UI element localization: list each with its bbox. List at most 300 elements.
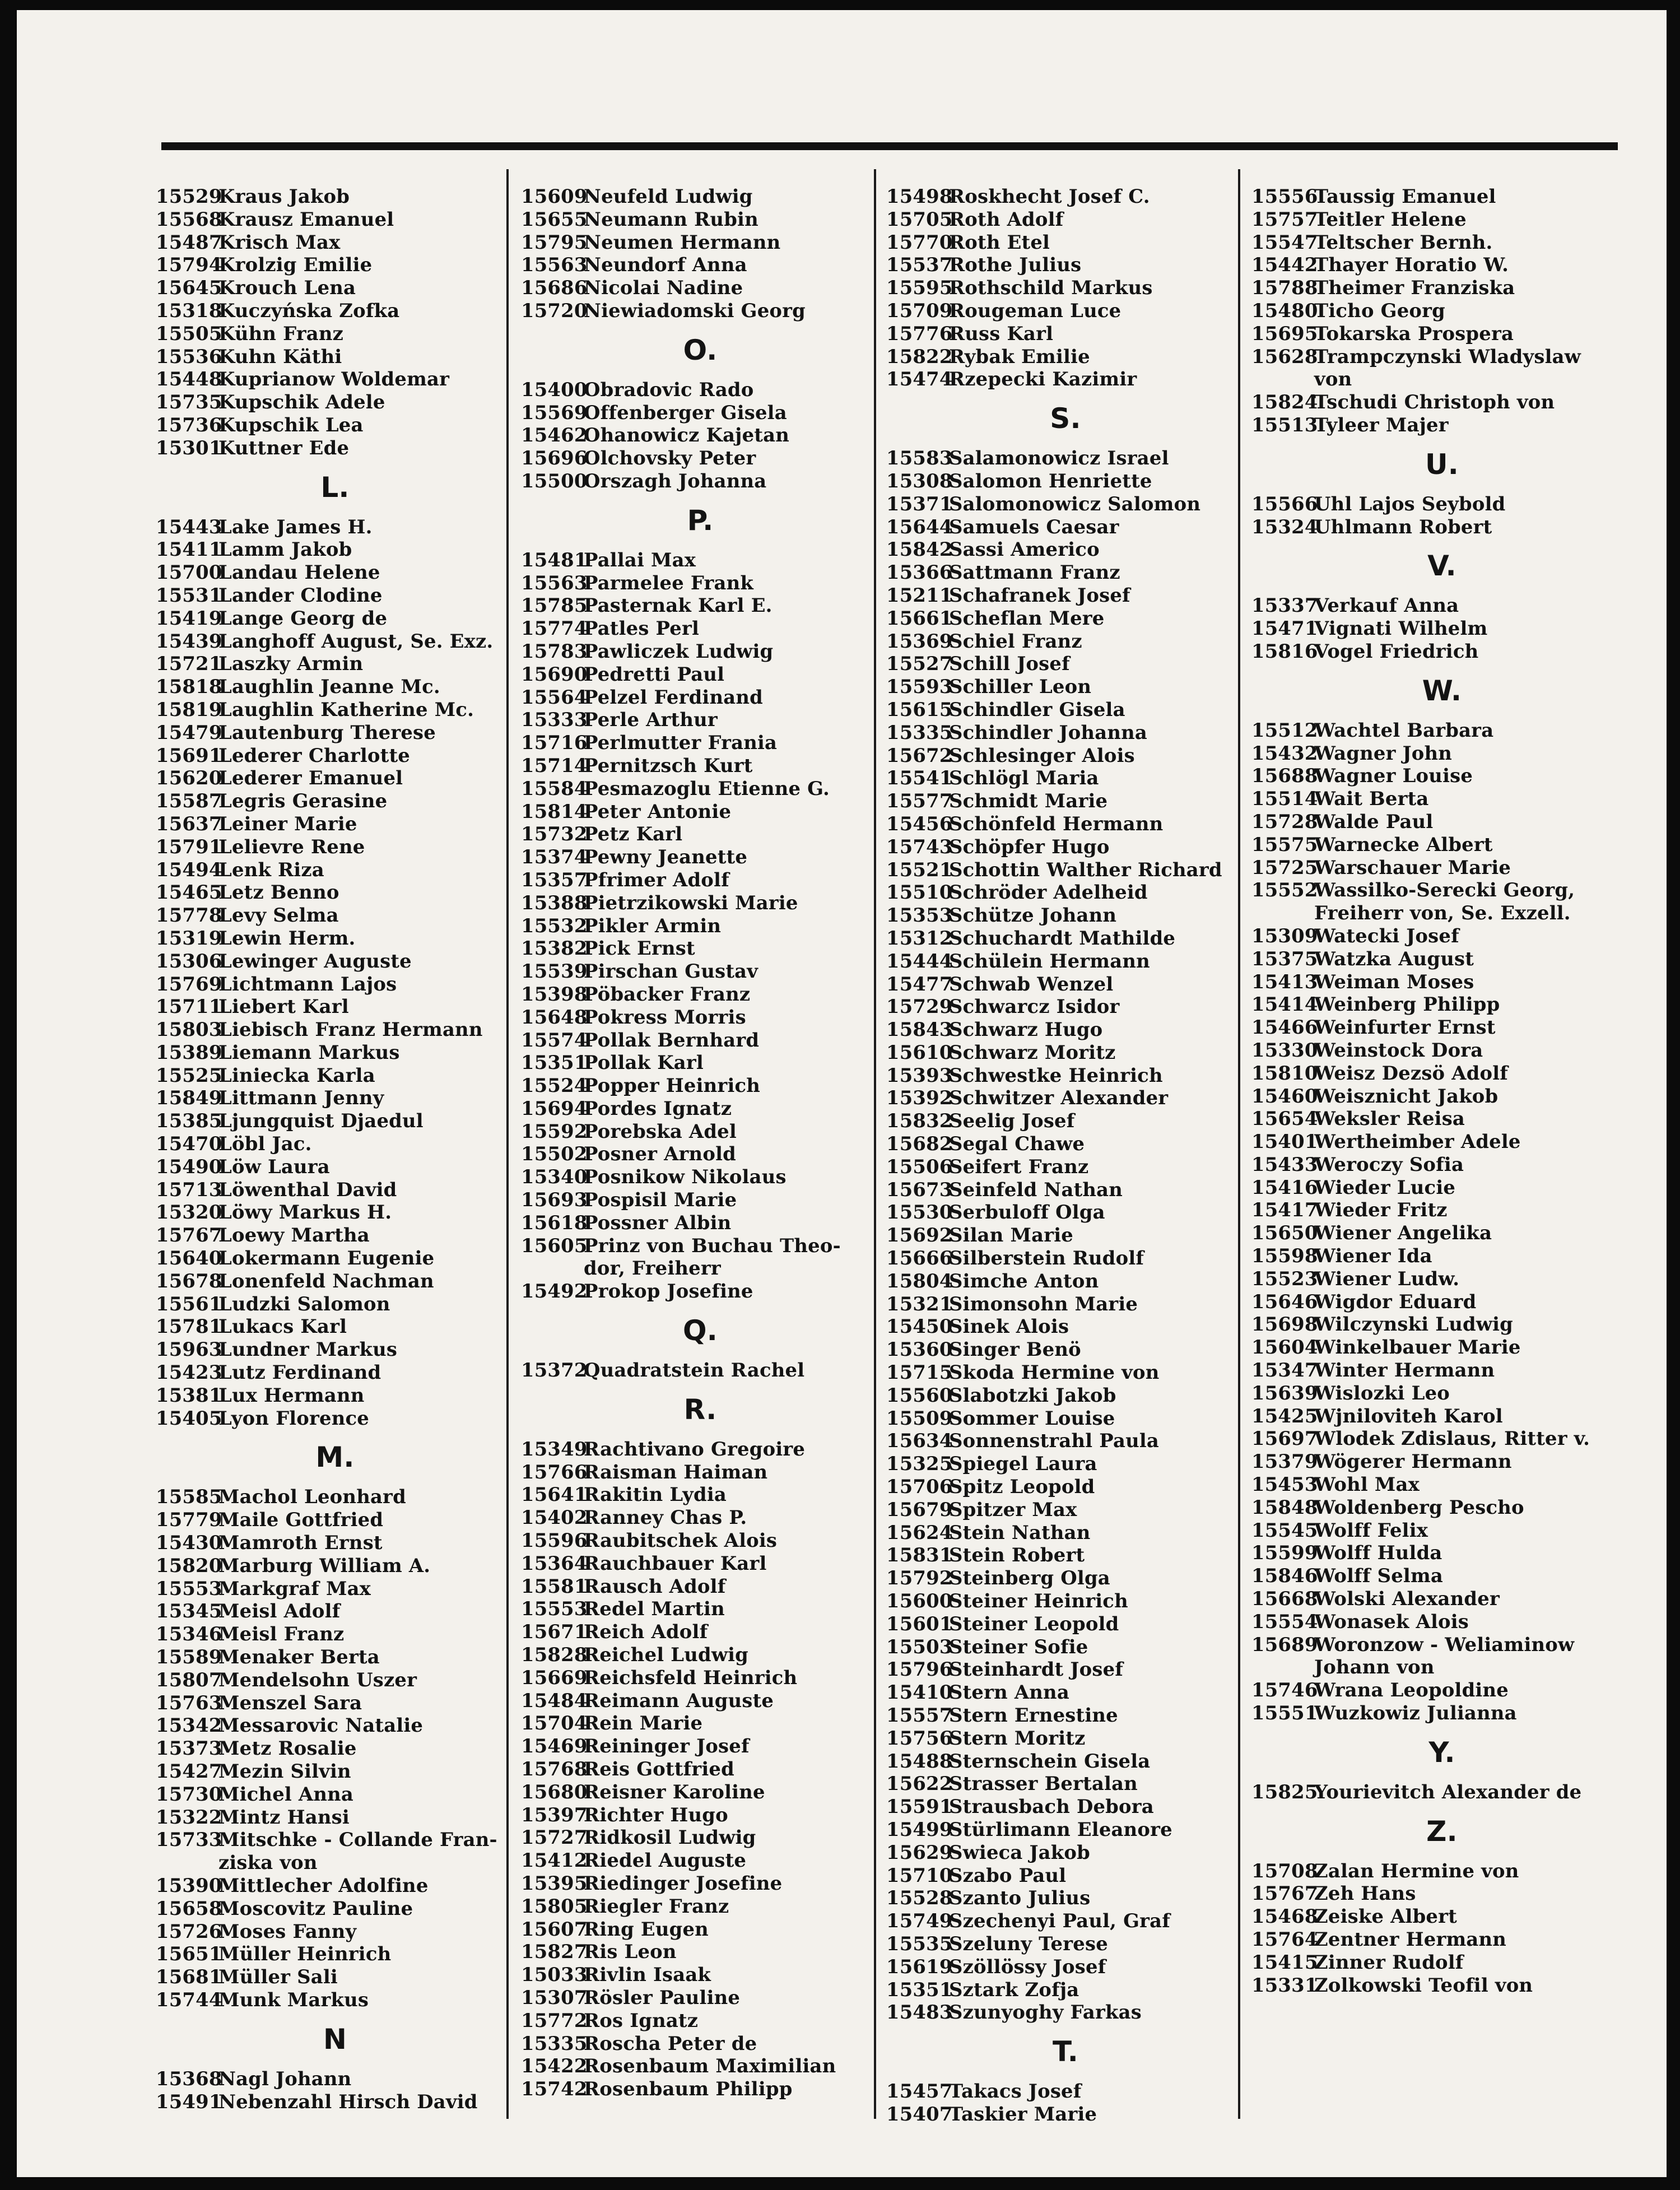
entry-name: Watecki Josef: [1314, 924, 1459, 947]
entry-name: Weinstock Dora: [1314, 1038, 1483, 1061]
entry-name: Riegler Franz: [584, 1894, 729, 1917]
entry-name: Wiener Angelika: [1314, 1221, 1492, 1244]
entry-name: Kuczyńska Zofka: [218, 299, 400, 322]
list-item: [156, 652, 514, 675]
list-item: [156, 1109, 514, 1132]
entry-number: 15491: [156, 2090, 222, 2113]
entry-number: 15407: [886, 2102, 953, 2125]
list-item: [521, 1689, 879, 1712]
entry-number: 15400: [521, 378, 588, 401]
entry-number: 15769: [156, 972, 222, 995]
entry-number: 15628: [1251, 345, 1318, 368]
list-item: [156, 1691, 514, 1714]
list-item: [1251, 970, 1632, 993]
entry-name: Ticho Georg: [1314, 299, 1445, 322]
entry-name: Mittlecher Adolfine: [218, 1873, 429, 1896]
entry-number: 15469: [521, 1735, 588, 1757]
entry-name: Sonnenstrahl Paula: [949, 1429, 1160, 1452]
entry-number: 15385: [156, 1109, 222, 1132]
entry-name: Pedretti Paul: [584, 662, 725, 685]
list-item: [521, 845, 879, 868]
entry-name: Ros Ignatz: [584, 2008, 699, 2031]
list-item: [886, 368, 1245, 390]
entry-name: Lyon Florence: [218, 1406, 370, 1429]
entry-name-continued: von: [1314, 368, 1352, 390]
entry-number: 15568: [156, 207, 222, 230]
list-item: [886, 276, 1245, 299]
entry-number: 15560: [886, 1383, 953, 1406]
entry-name: Kupschik Adele: [218, 390, 385, 413]
entry-name: Swieca Jakob: [949, 1840, 1090, 1863]
list-item: [156, 345, 514, 368]
list-item: [1251, 515, 1632, 538]
entry-number: 15774: [521, 617, 588, 640]
list-item: [156, 1600, 514, 1622]
entry-name: Stein Nathan: [949, 1521, 1091, 1543]
entry-name: Zalan Hermine von: [1314, 1859, 1519, 1882]
entry-number: 15710: [886, 1863, 953, 1886]
entry-name: Vogel Friedrich: [1314, 639, 1479, 662]
entry-name: Mendelsohn Uszer: [218, 1668, 417, 1691]
entry-number: 15563: [521, 253, 588, 276]
entry-number: 15791: [156, 835, 222, 858]
list-item: [1251, 1382, 1632, 1405]
list-item: [521, 822, 879, 845]
list-item: [156, 185, 514, 208]
list-item: [521, 1780, 879, 1803]
entry-number: 15465: [156, 881, 222, 904]
list-item: [521, 937, 879, 960]
entry-number: 15490: [156, 1155, 222, 1178]
entry-name: Offenberger Gisela: [584, 401, 787, 424]
entry-name: Rosenbaum Philipp: [584, 2077, 793, 2100]
entry-name: Liebisch Franz Hermann: [218, 1018, 483, 1041]
entry-number: 15622: [886, 1772, 953, 1795]
entry-name: Pfrimer Adolf: [584, 868, 729, 891]
entry-number: 15488: [886, 1749, 953, 1772]
entry-number: 15828: [521, 1643, 588, 1666]
list-item: [521, 1620, 879, 1643]
entry-name: Schlögl Maria: [949, 766, 1099, 789]
list-item: [1251, 1701, 1632, 1724]
entry-number: 15605: [521, 1234, 588, 1257]
list-item: [156, 1531, 514, 1554]
entry-name: Machol Leonhard: [218, 1485, 406, 1508]
entry-name: Menaker Berta: [218, 1645, 380, 1668]
list-item: [521, 754, 879, 777]
entry-name: Szeluny Terese: [949, 1932, 1108, 1955]
list-item: [156, 1806, 514, 1829]
list-item: [521, 1142, 879, 1165]
entry-name: Wieder Lucie: [1314, 1175, 1456, 1198]
list-item: [1251, 208, 1632, 231]
list-item: [156, 835, 514, 858]
entry-name: Wait Berta: [1314, 787, 1429, 810]
list-item: [1251, 1427, 1632, 1450]
list-item: [156, 322, 514, 345]
entry-number: 15832: [886, 1109, 953, 1132]
entry-name: Löbl Jac.: [218, 1132, 312, 1155]
entry-number: 15369: [886, 629, 953, 652]
entry-name: Skoda Hermine von: [949, 1361, 1160, 1384]
entry-name: Yourievitch Alexander de: [1314, 1780, 1582, 1803]
entry-name: Pietrzikowski Marie: [584, 891, 798, 914]
entry-number: 15727: [521, 1826, 588, 1849]
entry-number: 15453: [1251, 1473, 1318, 1496]
list-item: [521, 1483, 879, 1506]
list-item: [521, 1712, 879, 1735]
list-item: [521, 1438, 879, 1461]
entry-number: 15679: [886, 1498, 953, 1521]
list-item: [1251, 640, 1632, 663]
list-item: [886, 1086, 1245, 1109]
entry-number: 15696: [521, 447, 588, 469]
entry-name: Riedinger Josefine: [584, 1872, 783, 1894]
list-item: [521, 1757, 879, 1780]
entry-name: Teltscher Bernh.: [1314, 230, 1493, 253]
entry-name: Löwenthal David: [218, 1178, 397, 1201]
entry-name: Steinberg Olga: [949, 1566, 1110, 1589]
list-item: [1251, 787, 1632, 810]
entry-name: Moses Fanny: [218, 1919, 357, 1942]
list-item: [521, 1849, 879, 1872]
list-item: [1251, 1016, 1632, 1039]
entry-name: Olchovsky Peter: [584, 447, 756, 469]
entry-name: Wislozki Leo: [1314, 1381, 1450, 1404]
entry-number: 15211: [886, 583, 953, 606]
list-item: [886, 1224, 1245, 1247]
list-item: [156, 368, 514, 390]
entry-number: 15536: [156, 345, 222, 368]
list-item: [521, 1803, 879, 1826]
entry-number: 15825: [1251, 1780, 1318, 1803]
entry-number: 15532: [521, 914, 588, 937]
entry-number: 15814: [521, 799, 588, 822]
list-item: [521, 868, 879, 891]
list-item: [156, 561, 514, 584]
list-item: [156, 950, 514, 973]
entry-name: Pallai Max: [584, 548, 696, 571]
entry-number: 15382: [521, 937, 588, 960]
entry-name: Steiner Leopold: [949, 1612, 1119, 1635]
list-item: [156, 1018, 514, 1041]
entry-number: 15792: [886, 1566, 953, 1589]
entry-name: Metz Rosalie: [218, 1737, 357, 1760]
entry-name: Letz Benno: [218, 881, 339, 904]
list-item: [1251, 924, 1632, 947]
entry-number: 15725: [1251, 855, 1318, 878]
list-item: [1251, 617, 1632, 640]
entry-name: Pernitzsch Kurt: [584, 754, 753, 777]
entry-name: Roth Etel: [949, 230, 1050, 253]
entry-name: Raubitschek Alois: [584, 1529, 778, 1552]
entry-name: Kupschik Lea: [218, 413, 364, 436]
list-item: [156, 1577, 514, 1600]
entry-number: 15583: [886, 447, 953, 469]
entry-number: 15312: [886, 926, 953, 949]
entry-name: Uhl Lajos Seybold: [1314, 492, 1506, 515]
entry-number: 15596: [521, 1529, 588, 1552]
list-item: [521, 800, 879, 823]
entry-name: Neufeld Ludwig: [584, 185, 753, 207]
entry-number: 15466: [1251, 1016, 1318, 1039]
entry-number: 15505: [156, 322, 222, 345]
list-item: [521, 447, 879, 469]
entry-name: Posner Arnold: [584, 1142, 736, 1165]
list-item: [156, 1064, 514, 1087]
entry-number: 15415: [1251, 1950, 1318, 1973]
entry-name: Wagner John: [1314, 741, 1453, 764]
entry-number: 15695: [1251, 322, 1318, 345]
entry-number: 15779: [156, 1508, 222, 1531]
entry-number: 15330: [1251, 1038, 1318, 1061]
entry-name: Pikler Armin: [584, 914, 722, 937]
entry-name: Zentner Hermann: [1314, 1928, 1507, 1950]
entry-name: Lederer Charlotte: [218, 743, 410, 766]
entry-name: Neundorf Anna: [584, 253, 747, 276]
entry-number: 15794: [156, 253, 222, 276]
entry-name: Rakitin Lydia: [584, 1483, 727, 1506]
entry-number: 15318: [156, 299, 222, 322]
entry-name: Silan Marie: [949, 1224, 1073, 1247]
entry-number: 15618: [521, 1211, 588, 1234]
entry-name: Schwab Wenzel: [949, 972, 1114, 995]
list-item: [1251, 1974, 1632, 1997]
entry-number: 15720: [521, 299, 588, 322]
list-item: [156, 1155, 514, 1178]
list-item: [886, 1292, 1245, 1315]
list-item: [521, 1597, 879, 1620]
entry-number: 15736: [156, 413, 222, 436]
entry-number: 15678: [156, 1269, 222, 1292]
entry-name: Ridkosil Ludwig: [584, 1826, 756, 1849]
entry-number: 15414: [1251, 993, 1318, 1016]
entry-name: Spitz Leopold: [949, 1475, 1095, 1498]
list-item: [1251, 1519, 1632, 1542]
entry-name: Schwarcz Isidor: [949, 995, 1120, 1018]
entry-number: 15523: [1251, 1267, 1318, 1290]
entry-name: Possner Albin: [584, 1211, 732, 1234]
list-item: [521, 1188, 879, 1211]
entry-number: 15325: [886, 1452, 953, 1475]
entry-name: Tyleer Majer: [1314, 413, 1449, 436]
entry-name: Lelievre Rene: [218, 835, 365, 858]
list-item: [886, 208, 1245, 231]
entry-number: 15770: [886, 230, 953, 253]
entry-number: 15439: [156, 629, 222, 652]
entry-name: Liemann Markus: [218, 1040, 400, 1063]
list-item: [156, 1485, 514, 1508]
entry-number: 15640: [156, 1247, 222, 1270]
entry-number: 15398: [521, 982, 588, 1005]
entry-name: Lukacs Karl: [218, 1315, 347, 1338]
entry-name: Peter Antonie: [584, 799, 732, 822]
list-item: [1251, 390, 1632, 413]
entry-number: 15456: [886, 812, 953, 835]
entry-name: Stürlimann Eleanore: [949, 1817, 1172, 1840]
entry-name: Rzepecki Kazimir: [949, 368, 1137, 390]
entry-name: Perle Arthur: [584, 708, 718, 731]
list-item: [156, 276, 514, 299]
entry-number: 15512: [1251, 718, 1318, 741]
entry-number: 15462: [521, 424, 588, 447]
list-item: [1251, 1244, 1632, 1267]
entry-name: Riedel Auguste: [584, 1849, 747, 1872]
entry-name: Messarovic Natalie: [218, 1714, 424, 1737]
entry-number: 15694: [521, 1096, 588, 1119]
entry-number: 15366: [886, 561, 953, 584]
entry-name: Niewiadomski Georg: [584, 299, 806, 322]
list-item: [521, 777, 879, 800]
section-letter: S.: [1050, 402, 1081, 435]
entry-name: Krisch Max: [218, 230, 341, 253]
entry-name: Rosenbaum Maximilian: [584, 2054, 836, 2077]
entry-name: Wilczynski Ludwig: [1314, 1313, 1513, 1336]
entry-number: 15666: [886, 1247, 953, 1270]
entry-number: 15547: [1251, 230, 1318, 253]
list-item: [886, 812, 1245, 835]
entry-number: 15510: [886, 881, 953, 904]
list-item: [886, 1612, 1245, 1635]
entry-name: Schiel Franz: [949, 629, 1082, 652]
entry-number: 15732: [521, 822, 588, 845]
entry-number: 15766: [521, 1460, 588, 1483]
entry-number: 15539: [521, 960, 588, 983]
entry-number: 15480: [1251, 299, 1318, 322]
entry-name: Laszky Armin: [218, 652, 364, 675]
entry-number: 15726: [156, 1919, 222, 1942]
entry-name: Singer Benö: [949, 1338, 1081, 1361]
list-item: [1251, 253, 1632, 276]
list-item: [521, 686, 879, 709]
entry-number: 15716: [521, 731, 588, 754]
list-item: [1251, 810, 1632, 833]
entry-name: Takacs Josef: [949, 2080, 1082, 2103]
list-item: [521, 960, 879, 983]
entry-number: 15443: [156, 515, 222, 538]
section-letter: M.: [315, 1441, 355, 1474]
document-sheet: [17, 10, 1667, 2177]
list-item: [521, 1051, 879, 1074]
list-item: [886, 1247, 1245, 1270]
entry-name: Pirschan Gustav: [584, 960, 758, 983]
list-item: [156, 812, 514, 835]
entry-number: 15680: [521, 1780, 588, 1803]
list-item: [1251, 1780, 1632, 1803]
list-item: [521, 208, 879, 231]
entry-name: Wachtel Barbara: [1314, 718, 1494, 741]
entry-number: 15681: [156, 1965, 222, 1988]
entry-number: 15483: [886, 2001, 953, 2024]
entry-name: Verkauf Anna: [1314, 594, 1459, 617]
list-item: [1251, 1496, 1632, 1519]
entry-number: 15824: [1251, 390, 1318, 413]
list-item: [886, 995, 1245, 1018]
entry-name-continued: Johann von: [1314, 1656, 1435, 1678]
section-letter: P.: [687, 504, 714, 537]
list-item: [886, 744, 1245, 767]
entry-number: 15610: [886, 1040, 953, 1063]
entry-name: Rybak Emilie: [949, 345, 1090, 368]
entry-name: Lederer Emanuel: [218, 766, 403, 789]
entry-number: 15345: [156, 1600, 222, 1622]
entry-number: 15509: [886, 1406, 953, 1429]
entry-number: 15563: [521, 571, 588, 594]
entry-number: 15527: [886, 652, 953, 675]
entry-name: Stern Ernestine: [949, 1704, 1118, 1726]
entry-number: 15591: [886, 1795, 953, 1818]
entry-name: Tokarska Prospera: [1314, 322, 1514, 345]
list-item: [156, 630, 514, 653]
list-item: [521, 731, 879, 754]
entry-number: 15347: [1251, 1359, 1318, 1382]
entry-name: Weisznicht Jakob: [1314, 1084, 1498, 1107]
entry-number: 15301: [156, 436, 222, 459]
entry-name: Menszel Sara: [218, 1691, 362, 1714]
entry-name: Sattmann Franz: [949, 561, 1120, 584]
list-item: [886, 1681, 1245, 1704]
entry-name: Seelig Josef: [949, 1109, 1075, 1132]
entry-name: Lichtmann Lajos: [218, 972, 397, 995]
entry-number: 15405: [156, 1406, 222, 1429]
entry-number: 15704: [521, 1712, 588, 1735]
list-item: [886, 1201, 1245, 1224]
entry-name: Wertheimber Adele: [1314, 1130, 1521, 1153]
list-item: [521, 185, 879, 208]
entry-name: Laughlin Jeanne Mc.: [218, 675, 440, 698]
list-item: [521, 299, 879, 322]
list-item: [156, 1407, 514, 1430]
entry-number: 15846: [1251, 1564, 1318, 1587]
entry-number: 15577: [886, 789, 953, 812]
entry-name: Pick Ernst: [584, 937, 695, 960]
entry-number: 15324: [1251, 515, 1318, 538]
list-item: [1251, 345, 1632, 368]
entry-number: 15498: [886, 185, 953, 207]
list-item: [156, 2067, 514, 2090]
entry-name: Lewinger Auguste: [218, 949, 412, 972]
list-item: [886, 950, 1245, 973]
list-item: [521, 1918, 879, 1941]
entry-number: 15450: [886, 1315, 953, 1338]
list-item: [1251, 1359, 1632, 1382]
entry-number: 15743: [886, 835, 953, 858]
entry-name: Lokermann Eugenie: [218, 1247, 435, 1270]
list-item: [521, 1826, 879, 1849]
entry-name: Marburg William A.: [218, 1554, 431, 1577]
entry-number: 15379: [1251, 1450, 1318, 1473]
entry-number: 15609: [521, 185, 588, 207]
entry-number: 15306: [156, 949, 222, 972]
entry-name: Neumann Rubin: [584, 207, 758, 230]
entry-number: 15422: [521, 2054, 588, 2077]
entry-number: 15788: [1251, 276, 1318, 299]
list-item: [1251, 1198, 1632, 1221]
list-item: [156, 995, 514, 1018]
list-item: [886, 469, 1245, 492]
entry-name: Pollak Bernhard: [584, 1028, 760, 1051]
list-item: [1251, 833, 1632, 856]
entry-name: Szabo Paul: [949, 1863, 1067, 1886]
entry-number: 15646: [1251, 1290, 1318, 1313]
entry-number: 15730: [156, 1782, 222, 1805]
entry-number: 15444: [886, 949, 953, 972]
entry-name: Ljungquist Djaedul: [218, 1109, 424, 1132]
entry-number: 15849: [156, 1086, 222, 1109]
entry-number: 15564: [521, 685, 588, 708]
list-item: [886, 858, 1245, 881]
entry-name: Kuprianow Woldemar: [218, 368, 450, 390]
